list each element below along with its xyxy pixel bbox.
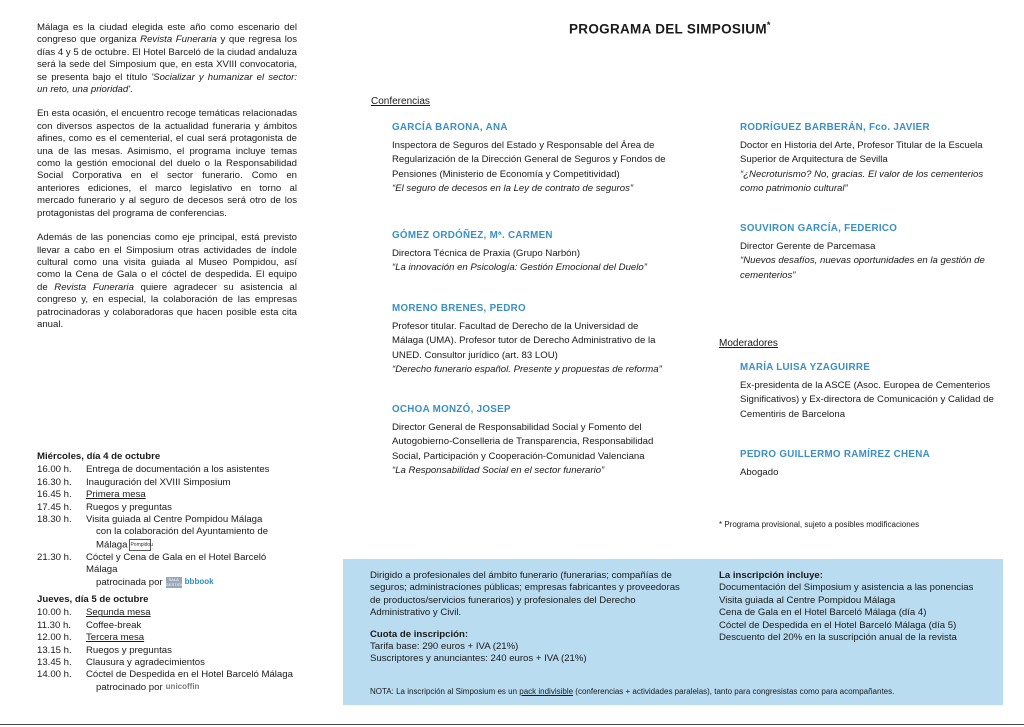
includes-item: Visita guiada al Centre Pompidou Málaga	[719, 594, 896, 606]
section-conferencias: Conferencias	[371, 96, 430, 107]
schedule-day-title: Jueves, día 5 de octubre	[37, 594, 149, 605]
audience-text: Dirigido a profesionales del ámbito funerario (funerarias; compañías de seguros; administraciones públicas; empresas fabricantes y proveedoras de productos/servicios funerarios) y profesionales del Derecho Administrativo y Civil.	[370, 570, 680, 619]
note-text: NOTA: La inscripción al Simposium es un	[370, 687, 520, 696]
intro-paragraph-1	[37, 22, 297, 96]
schedule-row	[37, 620, 299, 632]
schedule-time: 18.30 h.	[37, 514, 72, 526]
speaker-name: PEDRO GUILLERMO RAMÍREZ CHENA	[740, 449, 930, 460]
schedule-desc: Segunda mesa	[86, 607, 151, 619]
speaker-role: Inspectora de Seguros del Estado y Responsable del Área de Regularización de la Dirección General de Seguros y Fondos de Pensiones (Ministerio de Economía y Competitividad)	[392, 140, 666, 180]
intro-text	[37, 22, 297, 343]
schedule-row	[37, 514, 299, 526]
speaker-name: RODRÍGUEZ BARBERÁN, Fco. JAVIER	[740, 122, 930, 133]
speaker-card	[392, 403, 672, 478]
speaker-role: Director Gerente de Parcemasa	[740, 241, 876, 253]
includes-item: Descuento del 20% en la suscripción anual de la revista	[719, 632, 957, 644]
audience-info	[370, 570, 690, 666]
schedule-row	[37, 552, 299, 577]
speaker-role: Director General de Responsabilidad Social y Fomento del Autogobierno-Conselleria de Transparencia, Responsabilidad Social, Participación y Cooperación-Comunidad Valenciana	[392, 422, 654, 462]
schedule-desc: patrocinado por	[96, 681, 163, 693]
schedule-time: 16.00 h.	[37, 464, 72, 476]
italic-text: Revista Funeraria	[140, 34, 217, 46]
sponsor-logo-sg: SALA GESTIÓN	[165, 576, 184, 587]
includes-info	[719, 570, 994, 644]
text-run: y que regresa los días 4 y 5 de octubre. El Hotel Barceló de la ciudad andaluza será la sede del Simposium que, en esta XVIII convocatoria, se presenta bajo el título	[37, 34, 297, 83]
schedule-day-1	[37, 451, 299, 589]
fee-title: Cuota de inscripción:	[370, 628, 469, 640]
schedule-row	[37, 477, 299, 489]
schedule-row	[37, 577, 299, 589]
italic-text: Revista Funeraria	[54, 281, 134, 293]
schedule-row	[37, 632, 299, 644]
text-run: .	[130, 84, 133, 96]
schedule-desc: Visita guiada al Centre Pompidou Málaga	[86, 514, 263, 526]
pompidou-logo: Pompidou	[129, 539, 151, 551]
speaker-role: Directora Técnica de Praxia (Grupo Narbón)	[392, 248, 581, 260]
schedule-rows	[37, 607, 299, 694]
schedule-row	[37, 502, 299, 514]
schedule-time: 17.45 h.	[37, 501, 72, 513]
schedule-time: 13.15 h.	[37, 644, 72, 656]
speaker-card	[392, 121, 672, 196]
schedule-desc: Coffee-break	[86, 619, 142, 631]
includes-list	[719, 582, 994, 644]
speaker-talk-title: “El seguro de decesos en la Ley de contrato de seguros”	[392, 182, 634, 194]
speaker-role: Profesor titular. Facultad de Derecho de la Universidad de Málaga (UMA). Profesor tutor de Derecho Administrativo de la UNED. Consultor jurídico (art. 83 LOU)	[392, 321, 656, 361]
registration-note	[370, 686, 1000, 698]
schedule-desc: Inauguración del XVIII Simposium	[86, 476, 231, 488]
schedule-desc: Primera mesa	[86, 489, 146, 501]
speaker-role: Doctor en Historia del Arte, Profesor Titular de la Escuela Superior de Arquitectura de Sevilla	[740, 140, 983, 166]
schedule-time: 16.30 h.	[37, 476, 72, 488]
schedule-row	[37, 464, 299, 476]
schedule-row	[37, 645, 299, 657]
schedule-rows	[37, 464, 299, 589]
speaker-name: MORENO BRENES, PEDRO	[392, 303, 526, 314]
schedule-desc: con la colaboración del Ayuntamiento de Málaga	[96, 526, 269, 551]
speaker-talk-title: “¿Necroturismo? No, gracias. El valor de los cementerios como patrimonio cultural”	[740, 168, 984, 194]
italic-text: 'Socializar y humanizar el sector: un reto, una prioridad'	[37, 71, 297, 96]
text-run: quiere agradecer su asistencia al congreso y, en especial, la colaboración de las empresas patrocinadoras y colaboradoras que hacen posible esta cita anual.	[37, 281, 297, 330]
schedule-desc: patrocinada por	[96, 576, 163, 588]
schedule-time: 14.00 h.	[37, 669, 72, 681]
schedule-desc: Cóctel y Cena de Gala en el Hotel Barceló Málaga	[86, 551, 267, 576]
includes-item: Cena de Gala en el Hotel Barceló Málaga (día 4)	[719, 607, 927, 619]
intro-paragraph-3	[37, 232, 297, 331]
schedule-time: 13.45 h.	[37, 657, 72, 669]
schedule-desc: Ruegos y preguntas	[86, 644, 172, 656]
speaker-name: MARÍA LUISA YZAGUIRRE	[740, 362, 871, 373]
includes-item: Documentación del Simposium y asistencia a las ponencias	[719, 582, 974, 594]
schedule-desc: Cóctel de Despedida en el Hotel Barceló Málaga	[86, 669, 293, 681]
program-title-text: PROGRAMA DEL SIMPOSIUM	[569, 21, 767, 37]
schedule-day-2	[37, 594, 299, 694]
fee-subscribers: Suscriptores y anunciantes: 240 euros + IVA (21%)	[370, 653, 587, 665]
schedule-time	[37, 526, 86, 551]
schedule-time	[37, 682, 86, 694]
speaker-talk-title: “Derecho funerario español. Presente y propuestas de reforma”	[392, 363, 662, 375]
fee-base: Tarifa base: 290 euros + IVA (21%)	[370, 641, 519, 653]
speaker-role: Ex-presidenta de la ASCE (Asoc. Europea de Cementerios Significativos) y Ex-directora de Comunicación y Calidad de Cementiris de Barcelona	[740, 380, 994, 420]
schedule-desc: Entrega de documentación a los asistentes	[86, 464, 270, 476]
speaker-name: OCHOA MONZÓ, JOSEP	[392, 404, 511, 415]
text-run: Málaga es la ciudad elegida este año como escenario del congreso que organiza	[37, 22, 297, 46]
schedule-row	[37, 682, 299, 694]
schedule-day-title: Miércoles, día 4 de octubre	[37, 451, 161, 462]
speaker-talk-title: “La Responsabilidad Social en el sector funerario”	[392, 464, 605, 476]
schedule-row	[37, 657, 299, 669]
includes-item: Cóctel de Despedida en el Hotel Barceló Málaga (día 5)	[719, 619, 957, 631]
moderator-card	[740, 361, 1008, 422]
schedule-time	[37, 577, 86, 589]
text-run: Además de las ponencias como eje principal, está previsto llevar a cabo en el Simposium otras actividades de índole cultural como una visita guiada al Museo Pompidou, así como la Cena de Gala o el cóctel de despedida. El equipo de	[37, 232, 297, 293]
footnote: * Programa provisional, sujeto a posibles modificaciones	[719, 520, 920, 529]
section-moderadores: Moderadores	[719, 338, 778, 349]
includes-title: La inscripción incluye:	[719, 570, 823, 581]
speaker-card	[392, 229, 672, 276]
speaker-talk-title: “La innovación en Psicología: Gestión Emocional del Duelo”	[392, 262, 647, 274]
schedule-time: 10.00 h.	[37, 607, 72, 619]
schedule-row	[37, 607, 299, 619]
sponsor-logo-unicoffin: unicoffin	[165, 682, 200, 692]
schedule-desc: Ruegos y preguntas	[86, 501, 172, 513]
moderator-card	[740, 448, 1008, 480]
registration-box	[343, 559, 1003, 705]
speaker-card	[740, 121, 1008, 196]
schedule-desc: Clausura y agradecimientos	[86, 657, 205, 669]
schedule-row	[37, 489, 299, 501]
intro-paragraph-2: En esta ocasión, el encuentro recoge temáticas relacionadas con diversos aspectos de la actualidad funeraria y ámbitos afines, como es el cementerial, el cual será protagonista de una de las mesas. Asimismo, el programa incluye temas como la gestión emocional del duelo o la Responsabilidad Social Corporativa en el sector funerario. Como en anteriores ediciones, el marco legislativo en torno al mercado funerario y al seguro de decesos será otro de los protagonistas del programa de conferencias.	[37, 108, 297, 219]
schedule-desc: Tercera mesa	[86, 632, 145, 644]
speaker-talk-title: “Nuevos desafíos, nuevas oportunidades en la gestión de cementerios”	[740, 255, 985, 281]
speaker-card	[740, 222, 1008, 283]
speaker-name: GARCÍA BARONA, ANA	[392, 122, 508, 133]
speaker-name: GÓMEZ ORDÓÑEZ, Mª. CARMEN	[392, 230, 553, 241]
note-text-end: (conferencias + actividades paralelas), tanto para congresistas como para acompañantes.	[573, 687, 895, 696]
sponsor-logo-bbbook: bbbook	[184, 577, 214, 587]
schedule-time: 21.30 h.	[37, 551, 72, 563]
schedule-time: 12.00 h.	[37, 632, 72, 644]
schedule-time: 16.45 h.	[37, 489, 72, 501]
speaker-role: Abogado	[740, 467, 779, 479]
speaker-card	[392, 302, 672, 377]
footnote-mark: *	[766, 20, 771, 30]
schedule-row	[37, 669, 299, 681]
note-pack-indivisible: pack indivisible	[519, 687, 574, 696]
schedule-row	[37, 526, 299, 551]
program-title	[569, 20, 771, 37]
speaker-name: SOUVIRON GARCÍA, FEDERICO	[740, 223, 898, 234]
schedule-time: 11.30 h.	[37, 619, 71, 631]
bottom-rule	[0, 724, 1024, 725]
